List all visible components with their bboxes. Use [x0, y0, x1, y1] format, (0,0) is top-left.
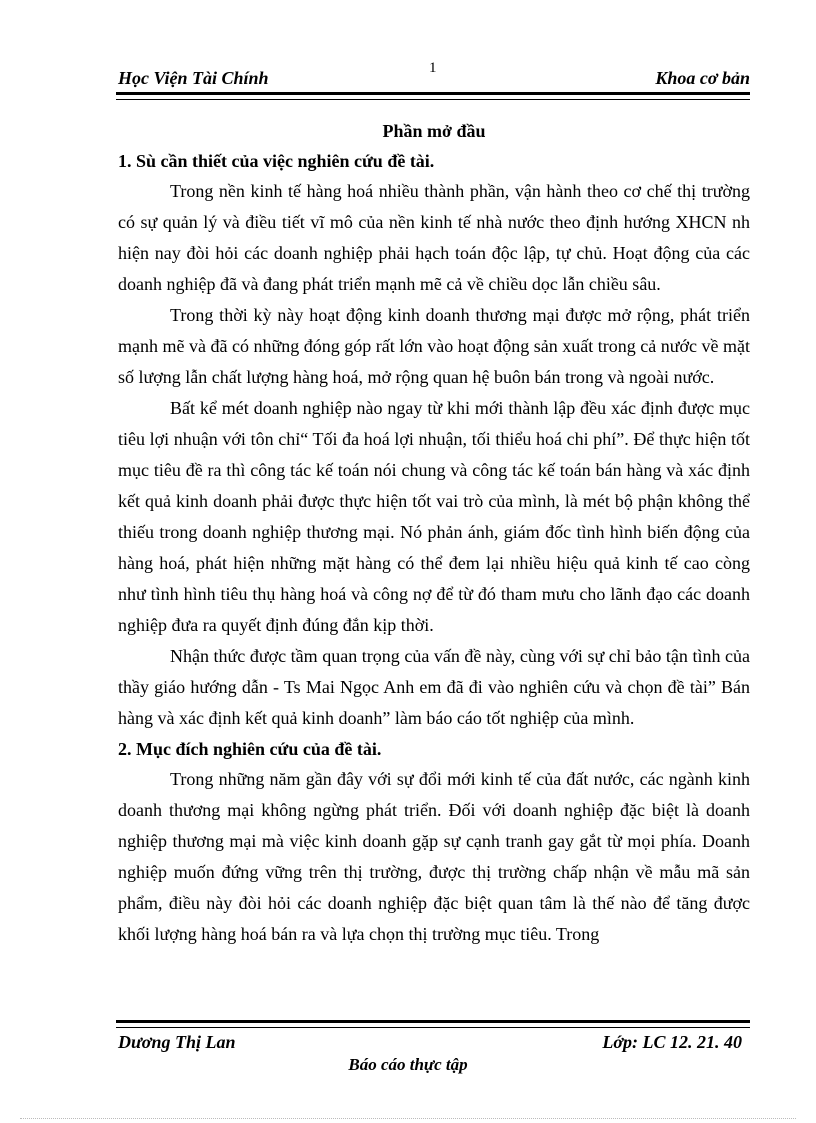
footer-class: Lớp: LC 12. 21. 40	[602, 1032, 742, 1052]
section-title: Phần mở đầu	[382, 121, 486, 141]
header-institution: Học Viện Tài Chính	[118, 68, 269, 88]
footer-rule	[116, 1020, 750, 1028]
footer-author: Dương Thị Lan	[118, 1032, 236, 1052]
paragraph: Trong thời kỳ này hoạt động kinh doanh thương mại được mở rộng, phát triển mạnh mẽ và đã có những đóng góp rất lớn vào hoạt động sản xuất trong cả nước về mặt số lượng lẫn chất lượng hàng hoá, mở rộng quan hệ buôn bán trong và ngoài nước.	[118, 305, 750, 387]
document-body	[118, 116, 750, 950]
paragraph: Trong những năm gần đây với sự đổi mới kinh tế của đất nước, các ngành kinh doanh thương mại không ngừng phát triển. Đối với doanh nghiệp đặc biệt là doanh nghiệp thương mại mà việc kinh doanh gặp sự cạnh tranh gay gắt từ mọi phía. Doanh nghiệp muốn đứng vững trên thị trường, được thị trường chấp nhận về mẫu mã sản phẩm, điều này đòi hỏi các doanh nghiệp đặc biệt quan tâm là thế nào để tăng được khối lượng hàng hoá bán ra và lựa chọn thị trường mục tiêu. Trong	[118, 769, 750, 944]
paragraph: Bất kể mét doanh nghiệp nào ngay từ khi mới thành lập đều xác định được mục tiêu lợi nhuận với tôn chỉ“ Tối đa hoá lợi nhuận, tối thiểu hoá chi phí”. Để thực hiện tốt mục tiêu đề ra thì công tác kế toán nói chung và công tác kế toán bán hàng và xác định kết quả kinh doanh phải được thực hiện tốt vai trò của mình, là mét bộ phận không thể thiếu trong doanh nghiệp thương mại. Nó phản ánh, giám đốc tình hình biến động của hàng hoá, phát hiện những mặt hàng có thể đem lại nhiều hiệu quả kinh tế cao còng như tình hình tiêu thụ hàng hoá và công nợ để từ đó tham mưu cho lãnh đạo các doanh nghiệp đưa ra quyết định đúng đắn kịp thời.	[118, 398, 750, 635]
page-number: 1	[429, 60, 437, 76]
section-2-heading: 2. Mục đích nghiên cứu của đề tài.	[118, 739, 382, 759]
footer-report-title: Báo cáo thực tập	[348, 1055, 468, 1074]
paragraph: Nhận thức được tầm quan trọng của vấn đề này, cùng với sự chỉ bảo tận tình của thầy giáo hướng dẫn - Ts Mai Ngọc Anh em đã đi vào nghiên cứu và chọn đề tài” Bán hàng và xác định kết quả kinh doanh” làm báo cáo tốt nghiệp của mình.	[118, 646, 750, 728]
header-faculty: Khoa cơ bản	[655, 68, 750, 88]
section-1-heading: 1. Sù cần thiết của việc nghiên cứu đề tài.	[118, 151, 435, 171]
page-edge	[20, 1118, 796, 1119]
paragraph: Trong nền kinh tế hàng hoá nhiều thành phần, vận hành theo cơ chế thị trường có sự quản lý và điều tiết vĩ mô của nền kinh tế nhà nước theo định hướng XHCN nh hiện nay đòi hỏi các doanh nghiệp phải hạch toán độc lập, tự chủ. Hoạt động của các doanh nghiệp đã và đang phát triển mạnh mẽ cả về chiều dọc lẫn chiều sâu.	[118, 181, 750, 294]
header-rule	[116, 92, 750, 100]
